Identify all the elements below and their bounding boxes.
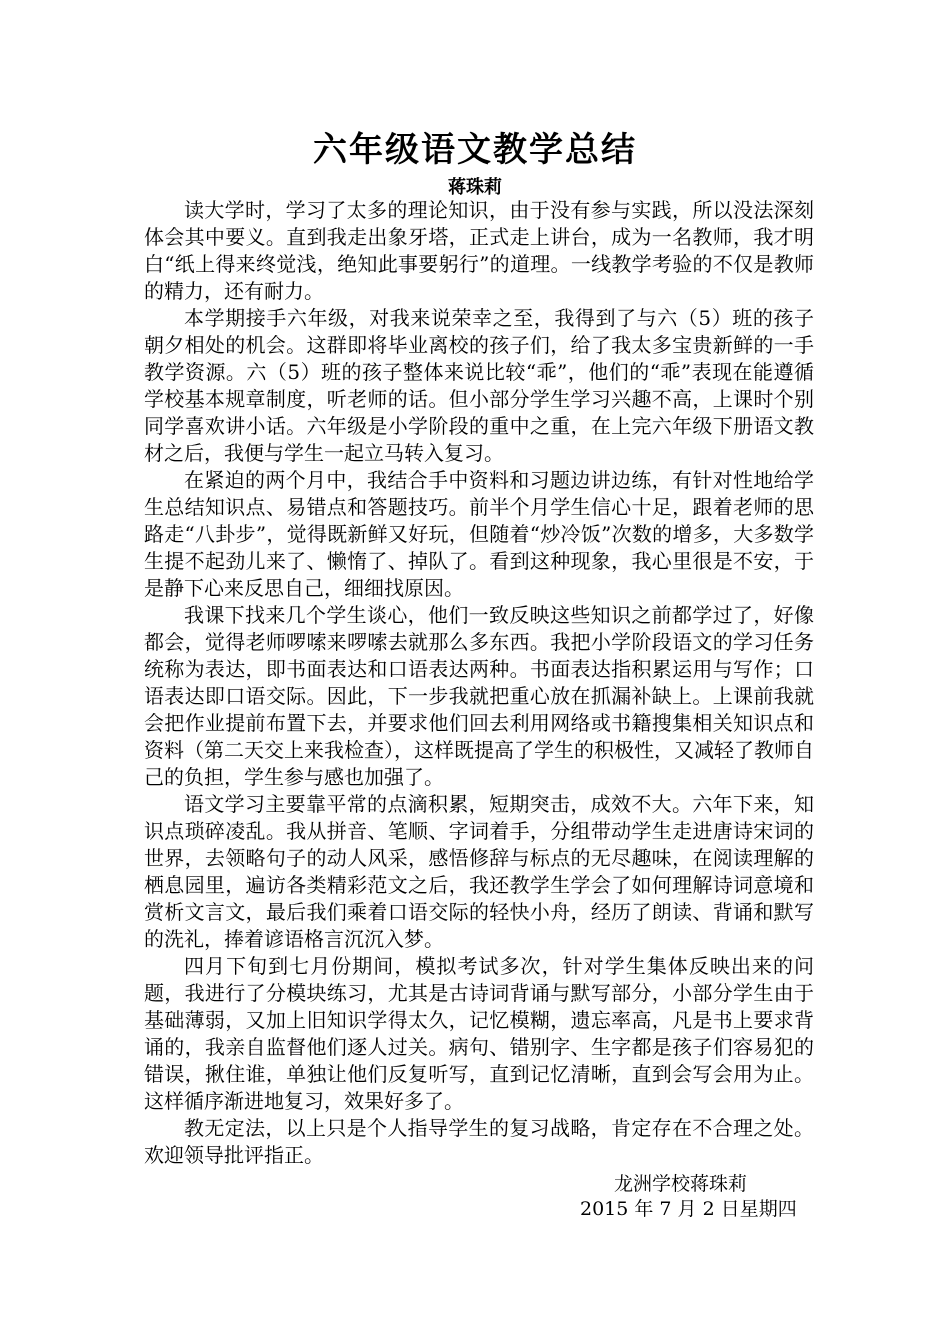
document-body [144,197,814,1169]
paragraph: 在紧迫的两个月中，我结合手中资料和习题边讲边练，有针对性地给学生总结知识点、易错点和答题技巧。前半个月学生信心十足，跟着老师的思路走“八卦步”，觉得既新鲜又好玩，但随着“炒冷饭”次数的增多，大多数学生提不起劲儿来了、懒惰了、掉队了。看到这种现象，我心里很是不安，于是静下心来反思自己，细细找原因。 [144,468,814,600]
signature-date: 2015 年 7 月 2 日星期四 [580,1198,797,1220]
paragraph: 教无定法，以上只是个人指导学生的复习战略，肯定存在不合理之处。欢迎领导批评指正。 [144,1116,814,1167]
document-title: 六年级语文教学总结 [313,130,637,170]
document-author: 蒋珠莉 [448,177,502,198]
paragraph: 本学期接手六年级，对我来说荣幸之至，我得到了与六（5）班的孩子朝夕相处的机会。这群即将毕业离校的孩子们，给了我太多宝贵新鲜的一手教学资源。六（5）班的孩子整体来说比较“乖”，他们的“乖”表现在能遵循学校基本规章制度，听老师的话。但小部分学生学习兴趣不高，上课时个别同学喜欢讲小话。六年级是小学阶段的重中之重，在上完六年级下册语文教材之后，我便与学生一起立马转入复习。 [144,306,814,465]
signature-org: 龙洲学校蒋珠莉 [614,1173,748,1195]
signature-block [580,1172,810,1222]
paragraph: 语文学习主要靠平常的点滴积累，短期突击，成效不大。六年下来，知识点琐碎凌乱。我从拼音、笔顺、字词着手，分组带动学生走进唐诗宋词的世界，去领略句子的动人风采，感悟修辞与标点的无尽趣味，在阅读理解的栖息园里，遍访各类精彩范文之后，我还教学生学会了如何理解诗词意境和赏析文言文，最后我们乘着口语交际的轻快小舟，经历了朗读、背诵和默写的洗礼，捧着谚语格言沉沉入梦。 [144,792,814,951]
paragraph: 我课下找来几个学生谈心，他们一致反映这些知识之前都学过了，好像都会，觉得老师啰嗦来啰嗦去就那么多东西。我把小学阶段语文的学习任务统称为表达，即书面表达和口语表达两种。书面表达指积累运用与写作；口语表达即口语交际。因此，下一步我就把重心放在抓漏补缺上。上课前我就会把作业提前布置下去，并要求他们回去利用网络或书籍搜集相关知识点和资料（第二天交上来我检查），这样既提高了学生的积极性，又减轻了教师自己的负担，学生参与感也加强了。 [144,603,814,789]
paragraph: 四月下旬到七月份期间，模拟考试多次，针对学生集体反映出来的问题，我进行了分模块练习，尤其是古诗词背诵与默写部分，小部分学生由于基础薄弱，又加上旧知识学得太久，记忆模糊，遗忘率高，凡是书上要求背诵的，我亲自监督他们逐人过关。病句、错别字、生字都是孩子们容易犯的错误，揪住谁，单独让他们反复听写，直到记忆清晰，直到会写会用为止。这样循序渐进地复习，效果好多了。 [144,954,814,1113]
paragraph: 读大学时，学习了太多的理论知识，由于没有参与实践，所以没法深刻体会其中要义。直到我走出象牙塔，正式走上讲台，成为一名教师，我才明白“纸上得来终觉浅，绝知此事要躬行”的道理。一线教学考验的不仅是教师的精力，还有耐力。 [144,198,814,303]
